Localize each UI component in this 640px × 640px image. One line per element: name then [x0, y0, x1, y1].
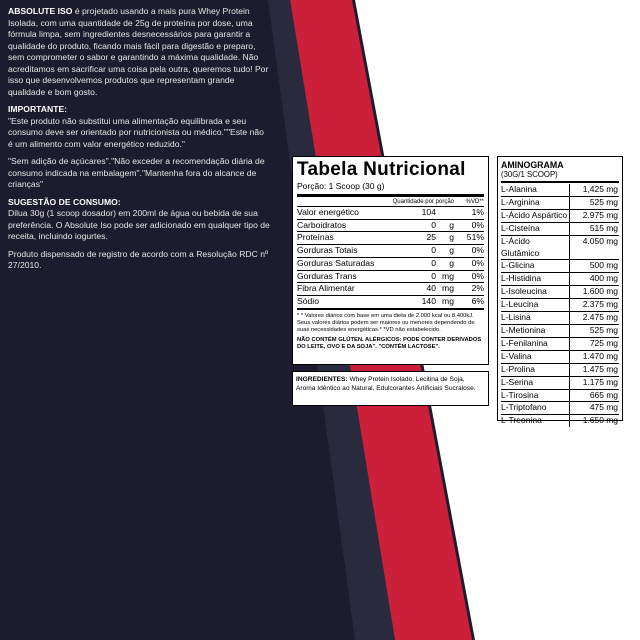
nutrient-qty: 0 [431, 257, 436, 268]
nutrient-vd: 0% [471, 257, 484, 268]
aminogram-row [501, 223, 619, 236]
aminogram-row [501, 210, 619, 223]
amino-name: L-Histidina [501, 273, 570, 285]
allergen-warning: NÃO CONTÉM GLÚTEN. ALÉRGICOS: PODE CONTER DERIVADOS DO LEITE, OVO E DA SOJA". "CONTÉM LACTOSE". [297, 336, 482, 350]
nutrition-header-vd: %VD** [465, 199, 484, 205]
nutrition-title: Tabela Nutricional [297, 159, 466, 180]
registration-note: Produto dispensado de registro de acordo com a Resolução RDC nº 27/2010. [8, 248, 269, 270]
nutrient-vd: 1% [471, 207, 484, 217]
nutrient-name: Gorduras Totais [297, 245, 358, 256]
amino-qty: 400 [589, 273, 604, 284]
amino-name: L-Isoleucina [501, 286, 570, 298]
amino-unit: mg [606, 363, 618, 374]
amino-unit: mg [606, 235, 618, 246]
amino-name: L-Metionina [501, 325, 570, 337]
amino-unit: mg [606, 389, 618, 400]
amino-unit: mg [606, 350, 618, 361]
amino-qty: 1.650 [582, 415, 604, 426]
nutrient-vd: 51% [466, 232, 484, 243]
aminogram-row [501, 338, 619, 351]
nutrition-footnote: * * Valores diários com base em uma dieta de 2.000 kcal ou 8.400kJ. Seus valores diários podem ser maiores ou menores dependendo de suas necessidades energéticas.* *VD não estabelecido. [297, 312, 475, 333]
nutrition-portion: Porção: 1 Scoop (30 g) [297, 181, 484, 197]
ingredients-box [292, 371, 489, 406]
intro-paragraph [8, 6, 270, 98]
nutrient-unit: g [449, 245, 454, 256]
nutrient-unit: g [449, 232, 454, 243]
nutrition-row [297, 271, 484, 284]
amino-qty: 4.050 [582, 235, 604, 246]
amino-qty: 1,425 [582, 184, 604, 194]
nutrient-qty: 40 [426, 283, 436, 294]
amino-unit: mg [606, 184, 618, 194]
nutrient-vd: 0% [471, 245, 484, 256]
important-note-2: "Sem adição de açúcares"."Não exceder a recomendação diária de consumo indicada na embalagem"."Mantenha fora do alcance de crianças" [8, 156, 265, 189]
amino-name: L-Fenilanina [501, 338, 570, 350]
amino-qty: 475 [589, 402, 604, 413]
nutrient-unit: mg [442, 270, 454, 281]
amino-name: L-Treonina [501, 415, 570, 427]
nutrition-header [297, 199, 484, 207]
amino-name: L-Ácido Aspártico [501, 210, 570, 222]
amino-name: L-Arginina [501, 197, 570, 209]
aminogram-row [501, 299, 619, 312]
amino-unit: mg [606, 286, 618, 297]
nutrient-name: Valor energético [297, 207, 359, 217]
amino-name: L-Alanina [501, 184, 570, 196]
amino-name: L-Triptofano [501, 402, 570, 414]
nutrient-vd: 0% [471, 270, 484, 281]
nutrient-vd: 2% [471, 283, 484, 294]
aminogram-row [501, 415, 619, 427]
amino-name: L-Valina [501, 351, 570, 363]
amino-qty: 1.475 [582, 363, 604, 374]
nutrient-qty: 104 [421, 207, 436, 217]
nutrient-name: Gorduras Saturadas [297, 257, 375, 268]
nutrition-row [297, 296, 484, 310]
amino-name: L-Ácido Glutâmico [501, 236, 570, 260]
amino-name: L-Leucina [501, 299, 570, 311]
nutrient-unit [436, 207, 454, 219]
aminogram-row [501, 402, 619, 415]
aminogram-title: AMINOGRAMA [501, 160, 564, 170]
nutrition-row [297, 207, 484, 220]
amino-name: L-Serina [501, 377, 570, 389]
nutrient-unit: g [449, 219, 454, 230]
aminogram-row [501, 312, 619, 325]
nutrient-unit: mg [442, 295, 454, 306]
nutrient-qty: 25 [426, 232, 436, 243]
nutrition-row [297, 220, 484, 233]
amino-unit: mg [606, 402, 618, 413]
nutrient-name: Fibra Alimentar [297, 283, 355, 294]
amino-unit: mg [606, 222, 618, 233]
aminogram-row [501, 364, 619, 377]
aminogram-row [501, 260, 619, 273]
amino-qty: 725 [589, 337, 604, 348]
ingredients-label: INGREDIENTES: [296, 376, 348, 383]
amino-unit: mg [606, 260, 618, 271]
amino-qty: 665 [589, 389, 604, 400]
nutrient-qty: 0 [431, 270, 436, 281]
nutrient-unit: mg [442, 283, 454, 294]
nutrition-row [297, 245, 484, 258]
nutrient-vd: 6% [471, 295, 484, 306]
amino-name: L-Tirosina [501, 390, 570, 402]
amino-qty: 515 [589, 222, 604, 233]
amino-unit: mg [606, 337, 618, 348]
amino-unit: mg [606, 209, 618, 220]
amino-unit: mg [606, 196, 618, 207]
amino-qty: 525 [589, 196, 604, 207]
suggestion-text: Dilua 30g (1 scoop dosador) em 200ml de água ou bebida de sua preferência. O Absolute Iso pode ser adicionado em qualquer tipo de receita, incluindo iogurtes. [8, 208, 270, 241]
amino-unit: mg [606, 415, 618, 426]
aminogram-table [497, 156, 623, 426]
amino-qty: 500 [589, 260, 604, 271]
nutrition-table [292, 156, 489, 365]
nutrient-vd: 0% [471, 219, 484, 230]
nutrient-name: Gorduras Trans [297, 270, 357, 281]
nutrient-qty: 0 [431, 245, 436, 256]
amino-qty: 1.600 [582, 286, 604, 297]
left-text-block [8, 6, 270, 278]
aminogram-subtitle: (30G/1 SCOOP) [501, 170, 619, 183]
amino-qty: 2.475 [582, 312, 604, 323]
aminogram-row [501, 236, 619, 261]
nutrition-row [297, 232, 484, 245]
nutrient-name: Carboidratos [297, 219, 347, 230]
nutrient-name: Sódio [297, 295, 319, 306]
amino-unit: mg [606, 376, 618, 387]
amino-unit: mg [606, 273, 618, 284]
amino-qty: 1.175 [582, 376, 604, 387]
amino-qty: 2.975 [582, 209, 604, 220]
amino-unit: mg [606, 299, 618, 310]
aminogram-row [501, 325, 619, 338]
aminogram-rows [501, 184, 619, 427]
amino-unit: mg [606, 312, 618, 323]
ingredients-text: Whey Protein Isolado, Lecitina de Soja, Aroma Idêntico ao Natural, Edulcorantes Artificiais Sucralose. [296, 376, 476, 392]
amino-name: L-Prolina [501, 364, 570, 376]
nutrition-header-qty: Quantidade por porção [392, 199, 454, 205]
amino-qty: 2.375 [582, 299, 604, 310]
nutrition-row [297, 283, 484, 296]
amino-qty: 1.470 [582, 350, 604, 361]
nutrient-qty: 140 [421, 295, 436, 306]
intro-text: é projetado usando a mais pura Whey Protein Isolada, com uma quantidade de 25g de proteína por dose, uma fórmula limpa, sem ingredientes desnecessários para garantir a qualidade do produto, ficando mais fácil para digestão e preparo, sem comprometer o sabor e garantindo a máxima qualidade. Não acreditamos em sacrificar uma coisa pela outra, queremos tudo! Por isso que desenvolvemos produtos que representam grande qualidade e bom gosto. [8, 6, 269, 97]
aminogram-row [501, 286, 619, 299]
nutrition-rows [297, 207, 484, 310]
amino-name: L-Lisina [501, 312, 570, 324]
amino-unit: mg [606, 324, 618, 335]
amino-name: L-Cisteína [501, 223, 570, 235]
amino-name: L-Glicina [501, 260, 570, 272]
amino-qty: 525 [589, 324, 604, 335]
aminogram-row [501, 197, 619, 210]
nutrient-qty: 0 [431, 219, 436, 230]
nutrient-name: Proteínas [297, 232, 334, 243]
aminogram-row [501, 351, 619, 364]
aminogram-row [501, 390, 619, 403]
important-title: IMPORTANTE: [8, 104, 68, 114]
important-note-1: "Este produto não substitui uma alimentação equilibrada e seu consumo deve ser orientado por nutricionista ou médico.""Este não é um alimento com valor energético reduzido." [8, 115, 264, 149]
nutrition-row [297, 258, 484, 271]
nutrient-unit: g [449, 257, 454, 268]
aminogram-row [501, 377, 619, 390]
intro-brand: ABSOLUTE ISO [8, 6, 73, 16]
suggestion-title: SUGESTÃO DE CONSUMO: [8, 196, 121, 207]
aminogram-row [501, 273, 619, 286]
aminogram-row [501, 184, 619, 197]
